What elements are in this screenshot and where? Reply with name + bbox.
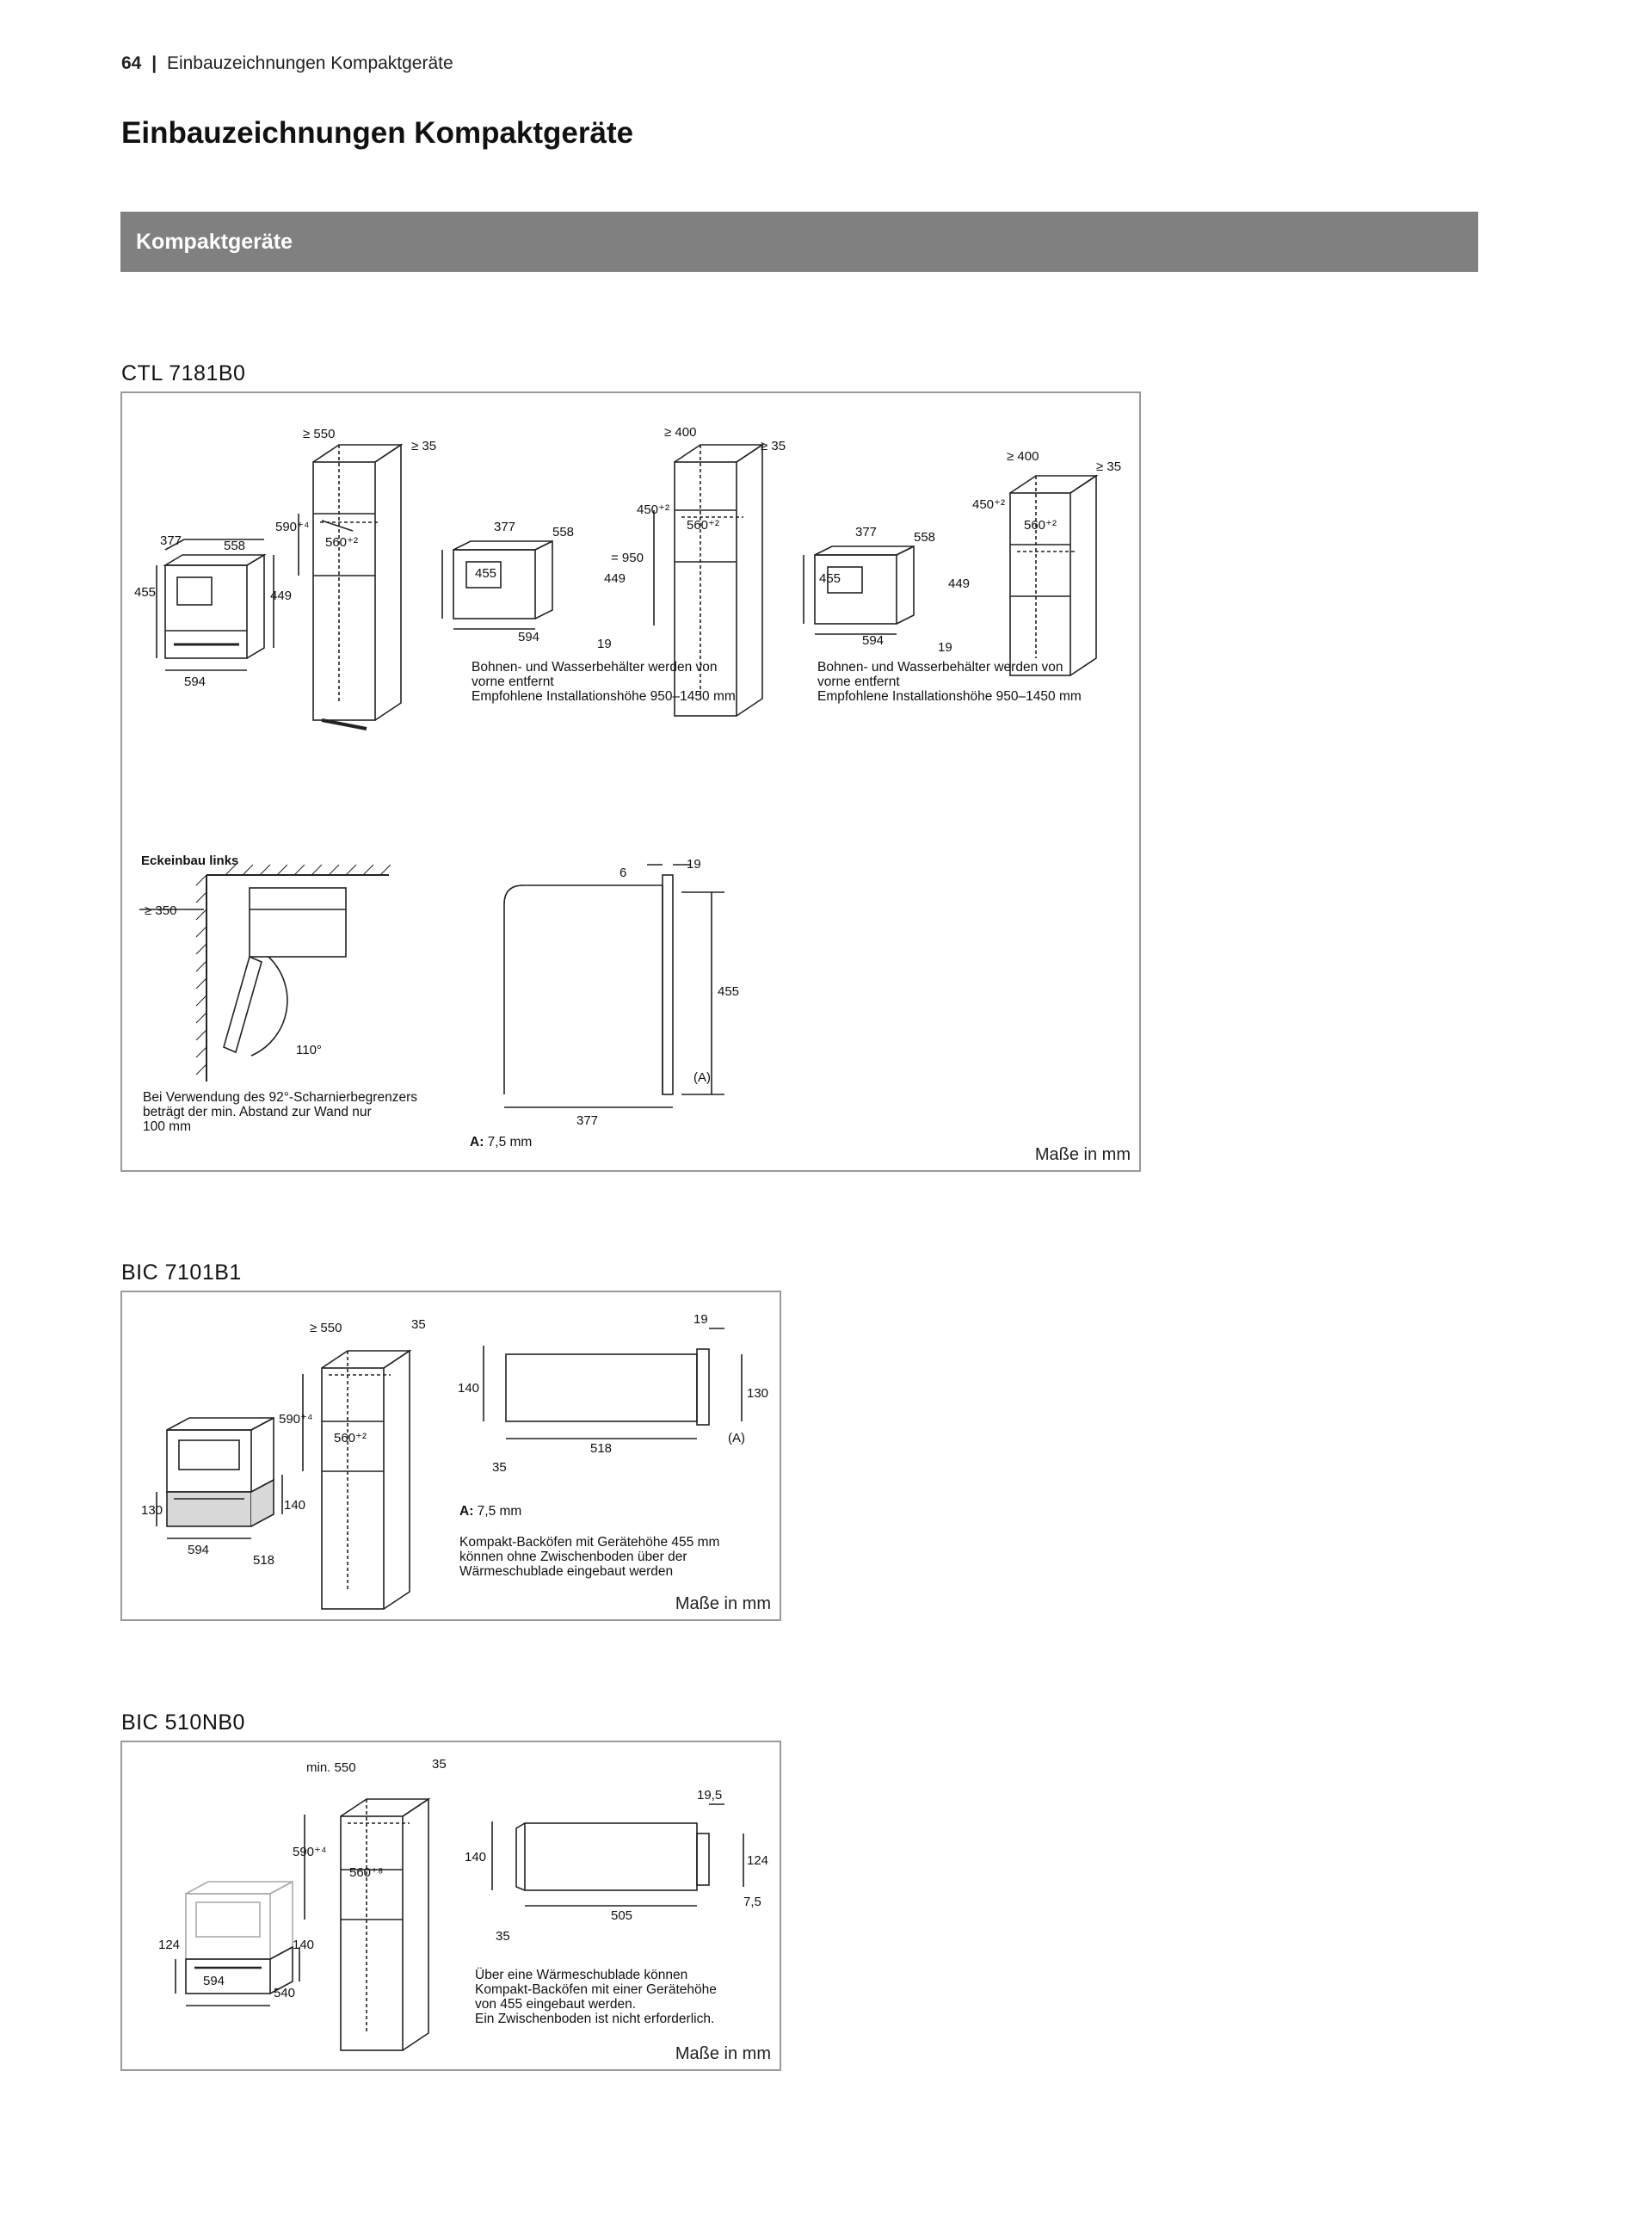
corner-title: Eckeinbau links — [141, 854, 239, 868]
ctl-d1-594: 594 — [184, 675, 206, 689]
bic7101-s518: 518 — [590, 1441, 613, 1456]
ctl-note-d3: Bohnen- und Wasserbehälter werden von vorne entfernt Empfohlene Installationshöhe 950–1450 mm — [817, 660, 1082, 704]
side-377: 377 — [576, 1113, 599, 1128]
ctl-d3-594: 594 — [862, 633, 885, 648]
bic7101-130: 130 — [141, 1503, 163, 1518]
bic510-s140: 140 — [465, 1850, 487, 1864]
bic510-594: 594 — [203, 1974, 225, 1988]
ctl-d2-558: 558 — [552, 525, 575, 539]
ctl-d2-19: 19 — [597, 637, 612, 651]
ctl-d3-455: 455 — [819, 571, 841, 586]
ctl-d1-35: ≥ 35 — [411, 439, 437, 453]
ctl-d3-450: 450⁺² — [972, 497, 1005, 512]
running-header — [121, 53, 453, 74]
ctl-d1-560: 560⁺² — [325, 535, 358, 550]
ctl-d1-455: 455 — [134, 585, 157, 600]
bic510-560: 560⁺⁸ — [349, 1865, 384, 1880]
ctl-cabinet-3 — [1010, 476, 1096, 675]
page-title: Einbauzeichnungen Kompaktgeräte — [121, 116, 634, 150]
ctl-device-3 — [804, 546, 914, 634]
ctl-d2-594: 594 — [518, 630, 540, 644]
bic510-550: min. 550 — [306, 1760, 356, 1775]
ctl-a-key: A: — [470, 1135, 484, 1149]
corner-angle: 110° — [296, 1043, 322, 1057]
side-455: 455 — [718, 984, 740, 999]
bic7101-590: 590⁺⁴ — [279, 1412, 313, 1427]
ctl-d1-377: 377 — [160, 533, 182, 548]
ctl-device-front — [157, 539, 274, 670]
bic7101-sa: (A) — [728, 1431, 745, 1445]
bic7101-units: Maße in mm — [675, 1594, 771, 1613]
corner-350: ≥ 350 — [145, 903, 177, 918]
bic510-35: 35 — [432, 1757, 447, 1772]
ctl-d2-35: ≥ 35 — [761, 439, 786, 453]
ctl-d1-449: 449 — [270, 589, 293, 603]
bic510-side — [492, 1804, 743, 1906]
bic7101-a-key: A: — [459, 1504, 474, 1519]
ctl-corner-drawing — [139, 865, 391, 1082]
ctl-a-note — [470, 1135, 532, 1149]
bic7101-550: ≥ 550 — [310, 1321, 342, 1335]
panel-bic7101 — [120, 1291, 781, 1621]
bic7101-s130: 130 — [747, 1386, 769, 1401]
model-bic510: BIC 510NB0 — [121, 1710, 245, 1735]
bic510-540: 540 — [274, 1986, 296, 2000]
bic7101-560: 560⁺² — [334, 1431, 367, 1445]
bic510-590: 590⁺⁴ — [293, 1845, 327, 1859]
bic7101-140: 140 — [284, 1498, 306, 1513]
bic7101-35: 35 — [411, 1317, 426, 1332]
bic7101-note: Kompakt-Backöfen mit Gerätehöhe 455 mm können ohne Zwischenboden über der Wärmeschublade eingebaut werden — [459, 1535, 720, 1579]
bic510-140: 140 — [293, 1938, 315, 1952]
side-19: 19 — [687, 857, 701, 872]
ctl-note-d2: Bohnen- und Wasserbehälter werden von vorne entfernt Empfohlene Installationshöhe 950–1450 mm — [472, 660, 736, 704]
bic7101-s35: 35 — [492, 1460, 507, 1475]
bic7101-device — [157, 1418, 282, 1538]
bic510-s124: 124 — [747, 1853, 769, 1868]
ctl-d3-449: 449 — [948, 576, 971, 591]
header-separator: | — [151, 53, 157, 73]
corner-note: Bei Verwendung des 92°-Scharnierbegrenzers beträgt der min. Abstand zur Wand nur 100 mm — [143, 1090, 417, 1134]
section-bar: Kompaktgeräte — [120, 212, 1478, 272]
side-6: 6 — [620, 866, 627, 880]
bic510-124: 124 — [158, 1938, 181, 1952]
ctl-d1-550: ≥ 550 — [303, 427, 336, 441]
bic510-cabinet — [305, 1799, 428, 2050]
bic510-s75: 7,5 — [743, 1895, 761, 1909]
bic7101-a-val: 7,5 mm — [477, 1504, 522, 1519]
bic510-s505: 505 — [611, 1908, 633, 1923]
header-section: Einbauzeichnungen Kompaktgeräte — [166, 53, 453, 73]
ctl-d1-558: 558 — [224, 539, 246, 553]
bic7101-518: 518 — [253, 1553, 275, 1568]
bic7101-cabinet — [303, 1351, 410, 1609]
ctl-cabinet-1 — [299, 445, 401, 729]
ctl-d3-377: 377 — [855, 525, 878, 539]
ctl-side-view — [504, 865, 724, 1107]
ctl-units: Maße in mm — [1034, 1145, 1131, 1164]
ctl-d3-560: 560⁺² — [1024, 518, 1057, 533]
ctl-d3-35: ≥ 35 — [1096, 459, 1122, 474]
ctl-d2-455: 455 — [475, 566, 497, 581]
ctl-d2-400: ≥ 400 — [664, 425, 697, 440]
ctl-d1-590: 590⁺⁴ — [275, 520, 310, 534]
ctl-d2-950: = 950 — [611, 551, 644, 565]
bic7101-594: 594 — [188, 1543, 210, 1557]
ctl-a-val: 7,5 mm — [487, 1135, 533, 1149]
bic7101-s140: 140 — [458, 1381, 480, 1396]
ctl-d3-558: 558 — [914, 530, 936, 545]
side-a: (A) — [693, 1070, 711, 1085]
ctl-d3-19: 19 — [938, 640, 952, 655]
bic7101-a-note — [459, 1504, 521, 1519]
panel-ctl — [120, 391, 1141, 1172]
drawing-ctl — [122, 393, 1143, 1174]
ctl-d2-450: 450⁺² — [637, 502, 669, 517]
ctl-d2-560: 560⁺² — [687, 518, 719, 533]
model-bic7101: BIC 7101B1 — [121, 1260, 242, 1285]
bic7101-s19: 19 — [693, 1312, 708, 1327]
page-number: 64 — [121, 53, 142, 73]
model-ctl: CTL 7181B0 — [121, 361, 246, 385]
bic510-s195: 19,5 — [697, 1788, 723, 1803]
bic510-units: Maße in mm — [675, 2044, 771, 2063]
panel-bic510 — [120, 1741, 781, 2071]
bic510-note: Über eine Wärmeschublade können Kompakt-Backöfen mit einer Gerätehöhe von 455 eingebaut werden. Ein Zwischenboden ist nicht erforderlich. — [475, 1968, 717, 2026]
ctl-device-2 — [442, 541, 552, 629]
ctl-d2-449: 449 — [604, 571, 626, 586]
bic7101-side — [484, 1328, 742, 1439]
ctl-d3-400: ≥ 400 — [1007, 449, 1039, 464]
bic510-s35: 35 — [496, 1929, 510, 1944]
ctl-d2-377: 377 — [494, 520, 516, 534]
